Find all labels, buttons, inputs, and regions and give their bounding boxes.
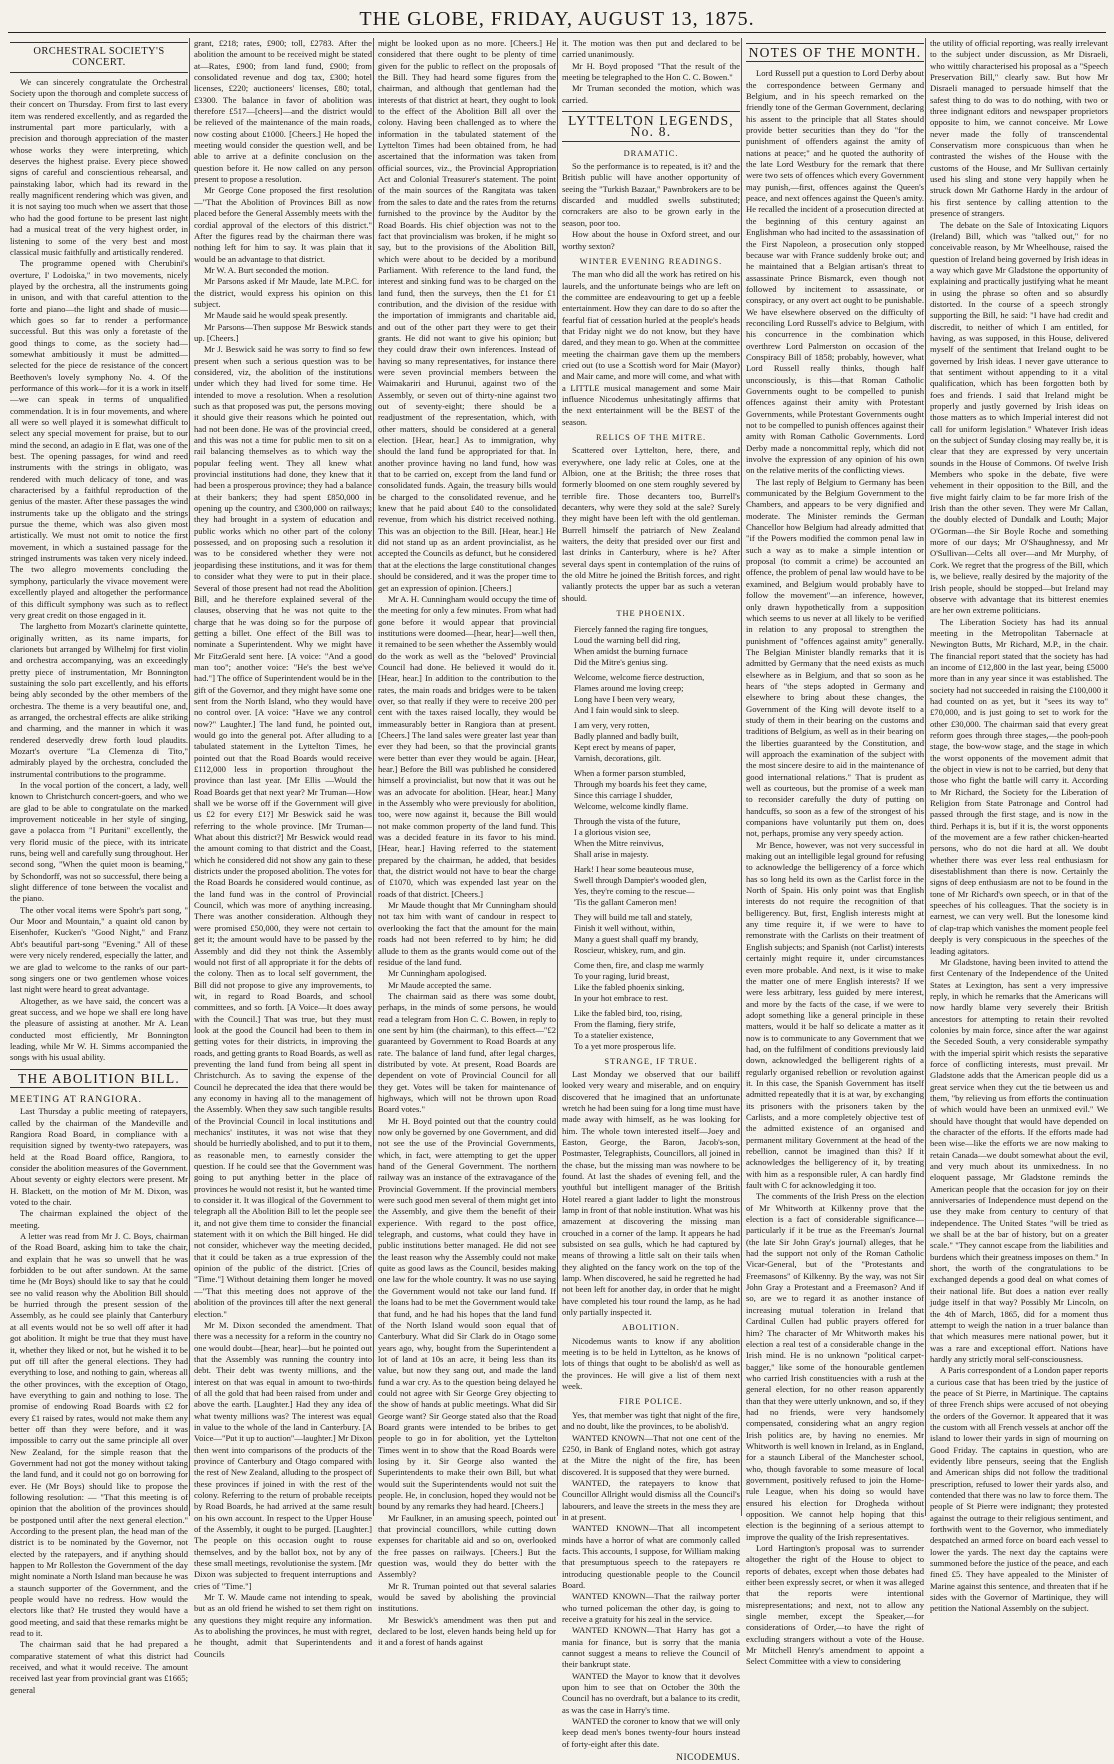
paragraph: the utility of official reporting, was really irrelevant to the subject under discussion, as Mr Disraeli, who wittily characterised his proposal as a "Speech Preservation Bill," clearly saw. But how Mr Disraeli managed to persuade himself that the safest thing to do was to do nothing, with two or three indignant editors and newspaper proprietors opposite to him, we cannot conceive. Mr Lowe never made the folly of transcendental Conservatism more conspicuous than when he contrasted the wishes of the House with the customs of the House, and Mr Sullivan certainly used his sling and stone very happily when he struck down Mr Gathorne Hardy in the ardour of his first sentence by calling attention to the presence of strangers. — [930, 38, 1108, 219]
verse-line: Roscieur, whiskey, rum, and gin. — [574, 944, 686, 955]
verse-line: Did the Mitre's genius sing. — [574, 656, 668, 667]
paragraph: Mr Truman seconded the motion, which was carried. — [562, 83, 740, 105]
paragraph: A Paris correspondent of a London paper reports a curious case that has been tried by the justice of the peace of St Pierre, in Martinique. The captains of three French ships were accused of not obeying the orders of the Governor. It appeared that it was the custom with all French vessels at anchor off the island to lower their yards in sign of mourning on Good Friday. The captains in question, who are evidently libre penseurs, seeing that the English and American ships did not follow the traditional prescription, refused to lower their yards also, and contended that there was no law to force them. The people of St Pierre were indignant; they protested against the outrage to their religious sentiment, and forthwith went to the Governor, who immediately despatched an armed force on board each vessel to lower the yards. The next day the captains were summoned before the justice of the peace, and each fined £5. They have appealed to the Minister of Marine against this sentence, and threaten that if he sides with the Governor of Martinique, they will petition the National Assembly on the subject. — [930, 1365, 1108, 1614]
paragraph: Mr J. Beswick said he was sorry to find so few present when such a serious question was to be considered, viz, the abolition of the institutions under which they had lived for some time. He intended to move a resolution. When a resolution such as that proposed was put, the persons moving it should give their reasons which he pointed out had not been done. He was of the provincial creed, and this was not a time for public men to sit on a rail balancing themselves as to which way the popular feeling went. They all knew what provincial institutions had done, they knew that it had been a prosperous province; they had a balance at their bankers; they had spent £850,000 in opening up the country, and £300,000 on railways; they had brought in a system of education and public works which no other part of the colony possessed, and on proposing such a resolution it was to be considered whether they were not jeopardising these institutions, and it was for them to consider what they were to put in their place. Several of those present had not read the Abolition Bill, and he therefore explained several of the clauses, observing that he was not quite to the charge that he was doing so for the purpose of getting a billet. One effect of the Bill was to nominate a Superintendent. Why we might have Mr FitzGerald sent here. [A voice: "And a good man too"; another voice: "He's the best we've had."] The office of Superintendent would be in the gift of the Governor, and they might have some one sent from the North Island, who they would have no control over. [A voice: "Have we any control now?" Laughter.] The land fund, he pointed out, would go into the general pot. After alluding to a tabulated statement in the Lyttelton Times, he pointed out that the Road Boards would receive £112,000 less in proportion throughout the province than last year. [Mr Ellis —Would the Road Boards get that next year? Mr Truman—How shall we be worse off if the Government will give us £2 for every £1?] Mr Beswick said he was referring to the whole province. [Mr Truman—What about this district?] Mr Beswick would read the amount coming to that district and the Coast, which he considered did not show any gain to these districts under the proposed abolition. The votes for the Road Boards he considered would continue, as the land fund was in the control of Provincial Council, which was more of anything increasing. There was another consideration. Although they were promised £50,000, they were not certain to get it; the amount would have to be passed by the Assembly and did they not think the Assembly would not first of all appropriate it for the debts of the colony. Then as to local self government, the Bill did not propose to give any improvements, to wit, in regard to Road Boards, and school committees, and so forth. [A Voice—It does away with the Council.] That was true, but they must look at the good the Council had been to them in getting votes for their districts, in improving the roads, and getting grants to Road Boards, as well as preventing the land fund from being all spent in Christchurch. As to saving the expense of the Council he deprecated the idea that there would be any economy in having all to the management of the Assembly. When they saw such tangible results of the Provincial Council in local institutions and mechanics' institutes, it was not wise that they should be hurriedly abolished, and to put it to them, as reasonable men, to earnestly consider the question. If he could see that the Government was going to put anything better in the place of provinces he would not resist it, but he wanted time to consider it. It was illogical of the Government to telegraph all the Abolition Bill to let the people see it, and not give them time to consider the financial statement with it on which the Bill hinged. He did not consider, whichever way the meeting decided, that it could be taken as a true expression of the opinion of the public of the district. [Cries of "Time."] Without detaining them longer he moved—"That this meeting does not approve of the abolition of the provinces till after the next general election." — [194, 344, 372, 1319]
verse-line: I a glorious vision see, — [574, 826, 651, 837]
verse-line: Yes, they're coming to the rescue— — [574, 885, 695, 896]
paragraph: Mr Maude thought that Mr Cunningham should not tax him with want of candour in respect to overlooking the fact that the amount for the main roads had not been referred to by him; he did allude to them as the grants would come out of the residue of the land fund. — [378, 900, 556, 967]
paragraph: Lord Hartington's proposal was to surrender altogether the right of the House to object to reports of debates, except when those debates had either been expressly secret, or when it was alleged that the reports were intentional misrepresentations; and next, not to allow any single member, except the Speaker,—for considerations of Order,—to have the right of excluding strangers without a vote of the House. Mr Mitchell Henry's amendment to appoint a Select Committee with a view to considering — [746, 1543, 924, 1667]
verse-line: Since this carriage I shudder, — [574, 789, 673, 800]
paragraph: In the vocal portion of the concert, a lady, well known to Christchurch concert-goers, and who we are glad to be able to congratulate on the marked improvement noticeable in her style of singing, gave a polacca from "I Puritani" excellently, the very florid music of the piece, with its intricate runs, being well and carefully sung throughout. Her second song, "When the quiet moon is beaming," by Schondorff, was not so successful, there being a slight difference of tone between the vocalist and the piano. — [10, 780, 188, 904]
verse-line: To your raging, lurid breast, — [574, 970, 670, 981]
paragraph: Mr M. Dixon seconded the amendment. That there was a necessity for a reform in the country no one would doubt—[hear, hear]—but he pointed out that the Assembly was running the country into debt. Their debt was twenty millions, and the interest on that was equal in amount to two-thirds of all the gold that had been raised from under and above the earth. [Laughter.] Had they any idea of what twenty millions was? The interest was equal in value to the whole of the land in Canterbury. [A Voice—"Put it up to auction"—laughter.] Mr Dixon then went into comparisons of the products of the province of Canterbury and Otago compared with the rest of New Zealand, alluding to the prospect of these provinces if joined in with the rest of the colony. Referring to the return of probable receipts by Road Boards, he had arrived at the same result on his own account. In respect to the Upper House of the Assembly, it ought to be purged. [Laughter.] The people on this occasion ought to rouse themselves, and by the ballot box, not by any of these small meetings, revolutionise the system. [Mr Dixon was subjected to frequent interruptions and cries of "Time."] — [194, 1319, 372, 1591]
paragraph: Mr George Cone proposed the first resolution—"That the Abolition of Provinces Bill as now placed before the General Assembly meets with the cordial approval of the electors of this district." After the figures read by the chairman there was nothing left for him to say. It was plain that it would be an advantage to that district. — [194, 185, 372, 264]
verse-line: Come then, fire, and clasp me warmly — [574, 959, 704, 970]
paragraph: How about the house in Oxford street, and our worthy sexton? — [562, 229, 740, 251]
verse-line: To a yet more prosperous life. — [574, 1040, 676, 1051]
paragraph: Yes, that member was tight that night of the fire, and no doubt, like the provinces, to be abolish'd. — [562, 1409, 740, 1432]
paragraph: Mr Cunningham apologised. — [388, 968, 487, 979]
article-lead-rangiora: MEETING AT RANGIORA. — [10, 1093, 143, 1105]
verse-line: To a statelier existence, — [574, 1029, 654, 1040]
paragraph: So the performance is to repeated, is it? and the British public will have another opportunity of seeing the "Turkish Bazaar," Pawnbrokers are to be discarded and muddled swells substituted; corncrakers are also to be grown early in the season, poor too. — [562, 161, 740, 228]
paragraph: Mr A. H. Cunningham would occupy the time of the meeting for only a few minutes. From what had gone before it would appear that provincial institutions were doomed—[hear, hear]—well then, it remained to be seen whether the Assembly would do the work as well as the "beloved" Provincial Council had done. He believed it would do it. [Hear, hear.] In addition to the contribution to the rates, the main roads and bridges were to be taken over, so that really if they were to receive 200 per cent with the taxes raised locally, they would be immeasurably better in Rangiora than at present. [Cheers.] The land sales were greater last year than ever they had been, so that the provincial grants were better than ever they would be again. [Hear, hear.] Before the Bill was published he considered himself a provincialist, but now that it was out he was an advocate for abolition. [Hear, hear.] Many in the Assembly who were previously for abolition, too, were now against it, because the Bill would not make common property of the land fund. This was a decided feature in its favor to his mind. [Hear, hear.] Having referred to the statement prepared by the chairman, he added, that besides that, the district would not have to bear the charge of £1070, which was expended last year on the roads of that district. [Cheers.] — [378, 593, 556, 899]
column-2 — [194, 38, 372, 1659]
paragraph: Last Monday we observed that our bailiff looked very weary and miserable, and on enquiry discovered that he imagined that an unfortunate wretch he had been suing for a long time must have made away with himself, as he was looking for him. The whole town interested itself—Joey and Easton, George, the Baron, Jacob's-son, Postmaster, Telegraphists, Councillors, all joined in the chase, but the missing man was nowhere to be found. At last the shades of evening fell, and the youthful but intelligent manager of the British Hotel reared a giant ladder to light the monstrous lamp in front of that noble institution. What was his amazement at discovering the missing man crouched in a corner of the lamp. It appears he had subsisted on sea gulls, which he had captured by means of throwing a little salt on their tails when they alighted on the fancy work on the top of the lamp. When discovered, he said he regretted he had not been left for another day, in order that he might have completed his tour round the lamp, as he had only partially inspected it. — [562, 1068, 740, 1318]
paragraph: The Liberation Society has had its annual meeting in the Metropolitan Tabernacle at Newington Butts, Mr Richard, M.P., in the chair. The financial report stated that the society has had an income of £12,800 in the last year, being £5000 more than in any year since it was established. The society had not succeeded in raising the £100,000 it had counted on as yet, but it "sees its way to" £70,000, and is just going to set to work for the other £30,000. The chairman said that every great reform goes through three stages,—the pooh-pooh stage, the bow-wow stage, and the stage in which the worst opponents of the movement admit that the object in view is not to be carried, but deny that those who fight the battle will carry it. According to Mr Richard, the Society for the Liberation of Religion from State Patronage and Control had passed through the first stage, and is now in the third. Perhaps it is, but if it is, the worst opponents of the movement are a few rather chicken-hearted persons, who do not die hard at all. We doubt whether there was ever less real enthusiasm for disestablishment than there is now. Certainly the signs of deep enthusiasm are not to be found in the tone of Mr Richard's own speech, or in that of the speeches of his colleagues. That the society is in earnest, we can very well. But the lonesome kind of clap-trap which vanishes the moment people feel deeply is very conspicuous in the speeches of the leading agitators. — [930, 616, 1108, 956]
paragraph: The debate on the Sale of Intoxicating Liquors (Ireland) Bill, which was "talked out," for no conceivable reason, by Mr Wheelhouse, raised the question of Ireland being governed by Irish ideas in a way which gave Mr Gladstone the opportunity of explaining and practically justifying what he meant in using the phrase so often and so absurdly distorted. In the course of a speech strongly supporting the Bill, he said: "I have had credit and discredit, to neither of which I am entitled, for having, as was supposed, in this House, delivered myself of the sentiment that Ireland ought to be governed by Irish ideas. I never gave utterance to that sentiment without appending to it a vital qualification, which has been forgotten both by foes and friends. I said that Ireland might be properly and justly governed by Irish ideas on those matters as to which Imperial interest did not call for uniform legislation." Whatever Irish ideas on the subject of Sunday closing may really be, it is clear that they are expressed by very uncertain sounds in the House of Commons. Of twelve Irish Members who spoke in the debate, five were vehement in their opposition to the Bill, and the five might fairly claim to be far more Irish of the Irish than the other seven. They were Mr Callan, the doubly elected of Dundalk and Louth; Major O'Gorman—the Sir Boyle Roche and something more of our days; Mr O'Shaughnessy, and Mr O'Sullivan—Celts all over—and Mr Murphy, of Cork. We regret that the progress of the Bill, which is, we believe, really desired by the majority of the Irish people, should be stopped—but Ireland may observe with advantage that its bitterest enemies are her own extreme politicians. — [930, 219, 1108, 616]
paragraph: Mr Parsons asked if Mr Maude, late M.P.C. for the district, would express his opinion on this subject. — [194, 276, 372, 309]
paragraph: Mr T. W. Maude came not intending to speak, but as an old friend he wished to set them right on any questions they might require any information. As to abolishing the provinces, he must with regret, he thought, admit that Superintendents and Councils — [194, 1592, 372, 1659]
paragraph: The larghetto from Mozart's clarinette quintette, originally written, as its name imparts, for clarionets but arranged by Wilhelmj for first violin and orchestra accompanying, was an exceedingly pretty piece of instrumentation, Mr Bonnington sustaining the solo part excellently, and his efforts being ably seconded by the other members of the orchestra. The theme is a very beautiful one, and, as arranged, the orchestral effects are alike striking and charming, and the manner in which it was rendered deservedly drew forth loud plaudits. Mozart's overture "La Clemenza di Tito," admirably played by the orchestra, concluded the instrumental contributions to the programme. — [10, 621, 188, 779]
paragraph: WANTED KNOWN—That all incompetent minds have a horror of what are commonly called facts. This accounts, I suppose, for William making that presumptuous speech to the ratepayers re introducing questionable people to the Council Board. — [562, 1523, 740, 1590]
column-4 — [562, 38, 740, 1764]
section-heading-abolition: ABOLITION. — [622, 1323, 680, 1333]
verse-line: Long have I been very weary, — [574, 693, 675, 704]
paragraph: might be looked upon as no more. [Cheers.] He considered that there ought to be plenty of time given for the public to reflect on the proposals of the Bill. They had heard some figures from the chairman, and although that gentleman had the interests of that district at heart, they ought to look to the effect of the Abolition Bill all over the colony. Having been challenged as to where the information in the tabulated statement of the Lyttelton Times had been obtained from, he had ascertained that the information was taken from official sources, viz., the Provincial Appropriation Act and Colonial Treasurer's statement. The point of the main sources of the Rangitata was taken from the sales to date and the rates from the returns furnished to the province by the Auditor by the Road Boards. His chief objection was not to the fact that provincialism was broken, if he might so say, but to the provisions of the Abolition Bill, which were about to be decided by a moribund Parliament. With reference to the land fund, the interest and sinking fund was to be charged on the land fund, then the surveys, then the £1 for £1 contribution, and the division of the residue with the importation of immigrants and charitable aid, and out of the other part they were to get their grants. He did not want to give his opinion; but they could draw their own inferences. Instead of having so many representatives, for instance there were seven provincial members between the Waimakariri and Hurunui, against two of the Assembly, or seven out of thirty-nine against two out of seventy-eight; there should be a readjustment of the representation, which, with other matters, should be considered at a general election. [Hear, hear.] As to immigration, why should the land fund be appropriated for that. In another province having no land fund, how was that to be carried on, except from the land fund or consolidated funds. Again, the treasury bills would be charged to the consolidated revenue, and he knew that he paid about £40 to the consolidated revenue, from which his district received nothing. This was an objection to the Bill. [Hear, hear.] He did not stand up as an ardent provincialist, as he accepted the Councils as defunct, but he considered that at the elections the large constitutional changes should be considered, and it was the proper time to get an expression of opinion. [Cheers.] — [378, 38, 556, 593]
verse-line: Swell through Dampier's wooded glen, — [574, 874, 707, 885]
paragraph: Mr Beswick's amendment was then put and declared to be lost, eleven hands being held up for it and a forest of hands against — [378, 1614, 556, 1648]
verse-line: When the Mitre reinvivus, — [574, 837, 664, 848]
article-orchestral-body — [10, 77, 188, 1064]
paragraph: Mr Maude accepted the same. — [388, 979, 492, 990]
verse-line: Flames around me loving creep; — [574, 682, 684, 693]
verse-line: Many a guest shall quaff my brandy, — [574, 933, 699, 944]
poem-phoenix — [562, 624, 740, 1052]
verse-line: Kept erect by means of paper, — [574, 741, 676, 752]
paragraph: Mr Bence, however, was not very successful in making out an intelligible legal ground for refusing to acknowledge the belligerency of a force which has so long held its own as the Carlist force in the North of Spain. His only point was that English interests do not require the recognition of that belligerency. But, first, English interests might at any time require it, if we were to have to remonstrate with the Carlists on their treatment of English subjects; and Spanish (not Carlist) interests certainly might require it, under circumstances even more probable. And next, is it wise to make the matter one of mere English interests? If we were less arbitrary, less guided by mere interest, and more by the facts of the case, if we were to adopt something like a general principle in these matters, would it be half so delicate a matter as it now is to communicate to any Government that we had, on the fulfilment of conditions previously laid down, acknowledged the belligerent rights of a regularly organised rebellion or revolution against it. In this case, the Spanish Government has itself admitted repeatedly that it is at war, by exchanging its prisoners with the prisoners taken by the Carlists, and a more completely objective test of the admitted existence of an organised and permanent military Government at the head of the rebellion, cannot be imagined than this? If it acknowledges the belligerency of it, by treating with him as a responsible ruler, A can hardly find fault with C for acknowledging it too. — [746, 839, 924, 1191]
column-rule — [925, 38, 926, 1516]
paragraph: WANTED the Mayor to know that it devolves upon him to see that on October the 30th the Council has no overdraft, but a balance to its credit, as was the case in Harry's time. — [562, 1670, 740, 1715]
column-1 — [10, 38, 188, 1695]
paragraph: WANTED the coroner to know that we will only keep dead men's bones twenty-four hours instead of forty-eight after this date. — [562, 1716, 740, 1749]
paragraph: Mr Gladstone, having been invited to attend the first Centenary of the Independence of the United States at Lexington, has sent a very impressive reply, in which he remarks that the Americans will now hardly blame very severely their British ancestors for attempting to retain their revolted colonies by main force, since after the war against the Seceded South, a very considerable sympathy with the imperial spirit which resists the separative force of conflicting interests, must prevail. Mr Gladstone adds that the American people did us a great service when they cut the tie between us and them, "by relieving us from efforts the continuation of which would have been an unmixed evil." We should have thought that would have depended on the character of the efforts. If the efforts made had been wise—like the efforts we are now making to retain Canada—we doubt somewhat about the evil, and very much about its unmixedness. In no eloquent passage, Mr Gladstone reminds the American people that the occasion for joy on their anniversaries of Independence must depend on the use they make from century to century of that independence. The United States "will be tried as we shall be at the bar of history, but on a greater scale." "They cannot escape from the liabilities and burdens which their greatness imposes on them." In short, the worth of the congratulations to be exchanged depends a good deal on what comes of their national life. But does a nation ever really judge itself in that way? Possibly Mr Lincoln, on the 4th of March, 1865, did for a moment thus attempt to weigh the nation in a truer balance than that which measures mere national power, but it was a rare and exceptional effort. Nations have hardly any strictly moral self-consciousness. — [930, 956, 1108, 1364]
column-6 — [930, 38, 1108, 1614]
verse-line: In your hot embrace to rest. — [574, 992, 668, 1003]
paragraph: The man who did all the work has retired on his laurels, and the unfortunate beings who are left on the committee are endeavouring to get up a feeble entertainment. How they can dare to do so after the fearful fiat of cessation hurled at the people's heads that Friday night we do not know, but they have dared, and they mean to go. When at the committee meeting the chairman gave them up the members cried out (to use a Scottish word for Mair (Mayor) and Mair came, and more will come, and what with a LITTLE musical management and some Mair influence Nicodemus unhesitatingly affirms that the next entertainment will be the BEST of the season. — [562, 269, 740, 427]
section-heading-relics: RELICS OF THE MITRE. — [595, 433, 707, 442]
verse-line: Through my boards his feet they came, — [574, 778, 707, 789]
masthead: THE GLOBE, FRIDAY, AUGUST 13, 1875. — [359, 8, 755, 30]
article-heading-orchestral: ORCHESTRAL SOCIETY'S CONCERT. — [10, 42, 188, 73]
article-heading-abolition-bill: THE ABOLITION BILL. — [10, 1069, 188, 1088]
article-abolition-body — [10, 1106, 188, 1696]
paragraph: The last reply of Belgium to Germany has been communicated by the Belgium Government to the Chambers, and appears to be very dignified and moderate. The Minister reminds the German Chancellor how Belgium had already admitted that "if the Powers modified the common penal law in such a way as to make a simple intention or proposal (to commit a crime) be accounted an offence, the problem of penal law would have to be examined, and Belgium would probably have to follow the movement"—an inference, however, only drawn hypothetically from a supposition which seems to us never at all likely to be verified in relation to any proposal to strengthen the punishment of "offences against amity" generally. The Belgian Minister blandly remarks that it is admitted by Germany that the need exists as much elsewhere as in Belgium, and that so soon as he hears of "the steps adopted in Germany and elsewhere to bring about these changes, the Government of the King will devote itself to a study of them in their bearing on the customs and traditions of Belgium, as well as in their bearing on the liberties guaranteed by the Constitution, and will approach the examination of the subject with the most sincere desire to aid in the maintenance of good international relations." That is prudent as well as courteous, but the promise of a week man to reconsider carefully the duty of putting on handcuffs, so soon as a few of the strongest of his companions have voluntarily put them on, does not, perhaps, promise any very speedy action. — [746, 476, 924, 839]
verse-line: Varnish, decorations, gilt. — [574, 752, 662, 763]
verse-line: Like the fabled bird, too, rising, — [574, 1007, 683, 1018]
verse-line: When a former parson stumbled, — [574, 767, 686, 778]
paragraph: it. The motion was then put and declared to be carried unanimously. — [562, 38, 740, 60]
paragraph: Mr W. A. Burt seconded the motion. — [204, 264, 329, 275]
paragraph: Mr Faulkner, in an amusing speech, pointed out that provincial councillors, while cutting down expenses for charitable aid and so on, overlooked the free passes on railways. [Cheers.] But the question was, would they do better with the Assembly? — [378, 1512, 556, 1580]
paragraph: The programme opened with Cherubini's overture, I' Lodoiska," in two movements, nicely played by the orchestra, all the instruments going in unison, and with that careful attention to the forte and piano—the light and shade of music—which goes so far to render a performance successful. But this was only a foretaste of the good things to come, as the society had—somewhat ambitiously it must be admitted—selected for the piece de resistance of the concert Beethoven's lovely symphony No. 4. Of the performance of this work—for it is a work in itself—we can speak in terms of unqualified commendation. It is in four movements, and where all were so well played it is somewhat difficult to select any special movement for praise, but to our mind the second, an adagio in E flat, was one of the best. The opening passages, for wind and reed instruments with the strings in obligato, was rendered with much delicacy of tone, and was characterised by a faithful reproduction of the genius of the master. After these passages the wind instruments take up the obligato and the strings pursue the theme, which was also given most artistically. We must not omit to notice the first movement, in which a sustained passage for the stringed instruments was taken very nicely indeed. The two allegro movements concluding the symphony, particularly the vivace movement were excellently played and altogether the performance of this difficult symphony was such as to reflect very great credit on those engaged in it. — [10, 258, 188, 620]
column-rule — [189, 38, 190, 1516]
verse-line: Fiercely fanned the raging fire tongues, — [574, 623, 709, 634]
verse-line: Finish it well without, within, — [574, 922, 676, 933]
paragraph: Last Thursday a public meeting of ratepayers, called by the chairman of the Mandeville and Rangiora Road Board, in compliance with a requisition signed by twenty-two ratepayers, was held at the Road Board office, Rangiora, to consider the abolition measures of the Government. About seventy or eighty electors were present. Mr H. Blackett, on the motion of Mr M. Dixon, was voted to the chair. — [10, 1106, 188, 1208]
article-heading-notes-of-the-month: NOTES OF THE MONTH. — [746, 43, 924, 62]
paragraph: grant, £218; rates, £900; toll, £2783. After the abolition the amount to be received might be stated at—Rates, £900; from land fund, £900; from consolidated revenue and dog tax, £300; hotel licenses, £220; auctioneers' licenses, £80; total, £3300. The balance in favor of abolition was therefore £517—[cheers]—and the district would be relieved of the maintenance of the main roads, now costing about £1000. [Cheers.] He hoped the meeting would consider the question well, and be able to arrive at a definite conclusion on the question before it. He now called on any person present to propose a resolution. — [194, 38, 372, 185]
paragraph: Mr Parsons—Then suppose Mr Beswick stands up. [Cheers.] — [194, 321, 372, 343]
section-heading-strange: STRANGE, IF TRUE. — [604, 1056, 698, 1066]
verse-line: Welcome, welcome fierce destruction, — [574, 671, 705, 682]
column-rule — [557, 38, 558, 1516]
paragraph: Mr Maude said he would speak presently. — [204, 310, 348, 321]
section-heading-fire-police: FIRE POLICE. — [619, 1397, 683, 1407]
verse-line: From the flaming, fiery strife, — [574, 1018, 676, 1029]
paragraph: The chairman explained the object of the meeting. — [10, 1208, 188, 1230]
paragraph: WANTED KNOWN—That the railway porter who turned policeman the other day, is going to receive a gratuity for his zeal in the service. — [562, 1591, 740, 1624]
verse-line: Welcome, welcome kindly flame. — [574, 800, 689, 811]
paragraph: WANTED KNOWN—That not one cent of the £250, in Bank of England notes, which got astray at the Mitre the night of the fire, has been discovered. It is supposed that they were burned. — [562, 1432, 740, 1477]
verse-line: Loud the warning bell did ring, — [574, 634, 681, 645]
column-5 — [746, 38, 924, 1667]
column-rule — [373, 38, 374, 1516]
paragraph: The chairman said as there was some doubt, perhaps, in the minds of some persons, he would read a telegram from Hon C. C. Bowen, in reply to one sent by him (the chairman), to this effect—"£2 guaranteed by Government to Road Boards at any rate. The balance of land fund, after legal charges, distributed by vote. At present, Road Boards are dependent on vote of Provincial Council for all they get. Votes will be taken for maintenance of highways, which will not be thrown upon Road Board votes." — [378, 990, 556, 1115]
signature: NICODEMUS. — [676, 1753, 740, 1764]
paragraph: Nicodemus wants to know if any abolition meeting is to be held in Lyttelton, as he knows of lots of things that ought to be abolish'd as well as the provinces. He will give a list of them next week. — [562, 1335, 740, 1392]
verse-line: Like the fabled phoenix sinking, — [574, 981, 685, 992]
paragraph: The comments of the Irish Press on the election of Mr Whitworth at Kilkenny prove that the election is a fact of considerable significance—particularly if it be true as the Freeman's Journal (the late Sir John Gray's journal) alleges, that he had the support not only of the Roman Catholic Vicar-General, but of the "Protestants and Freemasons" of Kilkenny. By the way, was not Sir John Gray a Protestant and a Freemason? And if so, are we to regard it as another instance of increasing mutual toleration in Ireland that Cardinal Cullen had public prayers offered for him? The character of Mr Whitworth makes his election a real test of a considerable change in the Irish mind. He is no unknown "political carpet-bagger," like some of the honourable gentlemen who carried Irish constituencies with a rush at the general election, for no other reason apparently than that they were utterly unknown, and so, if they had no friends, were very handsomely compensated, considering what an angry region Irish politics are, by having no enemies. Mr Whitworth is well known in Ireland, as in England, for a staunch Liberal of the Manchester school, who, though favorable to some measure of local government, positively refused to join the Home-rule League, when his doing so would have ensured his election for Drogheda without opposition. We cannot help hoping that this election is the beginning of a serious attempt to improve the quality of the Irish representatives. — [746, 1191, 924, 1542]
paragraph: Mr H. Boyd proposed "That the result of the meeting be telegraphed to the Hon C. C. Bowen." — [562, 60, 740, 83]
paragraph: Mr H. Boyd pointed out that the country could now only be governed by one Government, and did not see the use of the Provincial Governments, which, in fact, were attempting to get the upper hand of the General Government. The northern railway was an instance of the extravagance of the Provincial Government. If the provincial members were such good men several of them might get into the Assembly, and give them the benefit of their experience. With regard to the post office, telegraph, and customs, what could they have in public institutions better managed. He did not see the least reason why the Assembly could not make quite as good laws as the Council, besides making one law for the whole country. It was no use saying the Government would not take our land fund. If the loans had to be met the Government would take that fund, and he had his hopes that the land fund of the North Island would soon equal that of Canterbury. What did Sir Clark do in Otago some years ago, why, bought from the Superintendent a lot of land at 10s an acre, it being less than its value, but now they sang out, and made the land fund a war cry. As to the question being delayed he could not agree with Sir George Grey objecting to the show of hands at public meetings. What did Sir George want? Sir George stated also that the Road Board grants were intended to be bribes to get people to go in for abolition, yet the Lyttelton Times went in to show that the Road Boards were losing by it. Sir George also wanted the Superintendents to make their own Bill, but what would suit the Superintendents would not suit the people. He, in conclusion, hoped they would not be bound by any remarks they had heard. [Cheers.] — [378, 1115, 556, 1512]
verse-line: Badly planned and badly built, — [574, 730, 679, 741]
verse-line: When amidst the burning furnace — [574, 645, 688, 656]
column-rule — [741, 38, 742, 1516]
verse-line: Hark! I hear some beauteous muse, — [574, 863, 694, 874]
paragraph: We can sincerely congratulate the Orchestral Society upon the thorough and complete success of their concert on Thursday. From first to last every item was rendered excellently, and as regarded the instrumental part more particularly, with a precision and thorough appreciation of the master whose works they were interpreting, which deserves the highest praise. Every piece showed signs of careful and conscientious rehearsal, and painstaking labor, which had its reward in the really magnificent rendering which was given, and it is not saying too much when we assert that those who had the good fortune to be present last night had a musical treat of the very highest order, in listening to some of the very best and most classical music faithfully and artistically rendered. — [10, 76, 188, 257]
section-heading-phoenix: THE PHOENIX. — [616, 609, 686, 619]
section-heading-readings: WINTER EVENING READINGS. — [579, 256, 723, 266]
paragraph: Mr R. Truman pointed out that several salaries would be saved by abolishing the provincial institutions. — [378, 1580, 556, 1614]
paragraph: WANTED, the ratepayers to know that Councillor Allright would dismiss all the Council's labourers, and leave the streets in the mess they are in at present. — [562, 1477, 740, 1522]
column-3 — [378, 38, 556, 1648]
paragraph: Lord Russell put a question to Lord Derby about the correspondence between Germany and Belgium, and in his speech remarked on the friendly tone of the German Government, declaring his assent to the principle that all States should provide better securities than they do "for the punishment of offenders against the amity of nations at peace;" and he quoted the authority of the late Lord Westbury for the remark that there were two sets of offences which every Government may punish,—first, offences against the Queen's peace, and next offences against the Queen's amity. He recalled the incident of a prosecution directed at the beginning of this century against an Englishman who had incited to the assassination of the First Napoleon, a prosecution only stopped because war with France suddenly broke out; and he maintained that a Belgian artisan's threat to assassinate Prince Bismarck, even though not followed by incitement to assassinate, or conspiracy, or any overt act ought to be punishable. We have elsewhere observed on the difficulty of reconciling Lord Russell's advice to Belgium, with his concurrence in the combination which overthrew Lord Palmerston on occasion of the Conspiracy Bill of 1858; probably, however, what Lord Russell really thinks, though half unconsciously, is this—that Roman Catholic Governments ought to be compelled to punish offences against their amity with Protestant Governments, while Protestant Governments ought not to be compelled to punish offences against their amity with Roman Catholic Governments. Lord Derby made a noncommittal reply, which did not involve the expression of any opinion of his own on the relative merits of the conflicting views. — [746, 68, 924, 476]
article-heading-lyttelton-legends: LYTTELTON LEGENDS, No. 8. — [562, 111, 740, 142]
masthead-rule — [8, 32, 1106, 33]
verse-line: And I fain would sink to sleep. — [574, 704, 680, 715]
paragraph: WANTED KNOWN—That Harry has got a mania for finance, but is sorry that the mania cannot suggest a means to relieve the Council of their bankrupt state. — [562, 1625, 740, 1670]
paragraph: Altogether, as we have said, the concert was a great success, and we hope we shall ere long have the pleasure of assisting at another. Mr A. Lean conducted most efficiently, Mr Bonnington leading, while Mr W. H. Simms accompanied the songs with his usual ability. — [10, 995, 188, 1063]
verse-line: 'Tis the gallant Cameron men! — [574, 896, 677, 907]
paragraph: The chairman said that he had prepared a comparative statement of what this district had received, and what it would receive. The amount received last year from provincial grant was £1665; general — [10, 1639, 188, 1695]
paragraph: The other vocal items were Spohr's part song, " Our Moor and Mountain," a quaint old canon by Eisenhofer, Kucken's "Good Night," and Franz Abt's beautiful part-song "Evening." All of these were very nicely rendered, especially the latter, and we are glad to welcome to the ranks of our part-song singers one or two gentlemen whose voices last night were heard to great advantage. — [10, 904, 188, 995]
verse-line: Through the vista of the future, — [574, 815, 681, 826]
verse-line: Shall arise in majesty. — [574, 848, 649, 859]
paragraph: A letter was read from Mr J. C. Boys, chairman of the Road Board, asking him to take the chair, and explain that he was so unwell that he was forbidden to be out after sundown. At the same time he (Mr Boys) should like to say that he could see no valid reason why the Abolition Bill should be hurried through the present session of the Assembly, as he could see plainly that Canterbury at all events would not be so well off after it had got abolition. It might be true that they must have it, whether they liked or not, but he wished it to be put off till after the general elections. They had everything to lose, and nothing to gain, whereas all the other provinces, with the exception of Otago, have everything to gain and nothing to lose. The promise of endowing Road Boards with £2 for every £1 raised by rates, would not make them any better off than they were before, and it was impossible to carry out the same principle all over New Zealand, for the simple reason that the Government had not got the money without taking the land fund, and it could not go on borrowing for ever. He (Mr Boys) should like to propose the following resolution: — "That this meeting is of opinion that the abolition of the provinces should be postponed until after the next general election." According to the present plan, the head man of the district is to be nominated by the Governor, not elected by the ratepayers, and if anything should happen to Mr Rolleston the Government of the day might nominate a North Island man because he was a staunch supporter of the Government, and the people would have no redress. How would the electors like that? He trusted they would have a good meeting, and said that these remarks might be read to it. — [10, 1231, 188, 1639]
verse-line: They will build me tall and stately, — [574, 911, 693, 922]
verse-line: I am very, very rotten, — [574, 719, 650, 730]
section-heading-dramatic: DRAMATIC. — [623, 148, 679, 158]
paragraph: Scattered over Lyttelton, here, there, and everywhere, one lady relic at Coles, one at the Albion, one at the British; the three roses that formerly bloomed on one stem roughly severed by terrible fire. Those decanters too, Burrell's decanters, why were they sold at the sale? Surely they might have been left with the old gentleman. Burrell himself the patriarch of New Zealand waiters, the deity that presided over our first and last drinks in Canterbury, where is he? After several days spent in contemplation of the ruins of the old Mitre he joined the British forces, and right valiantly protects the upper bar as such a veteran should. — [562, 445, 740, 603]
